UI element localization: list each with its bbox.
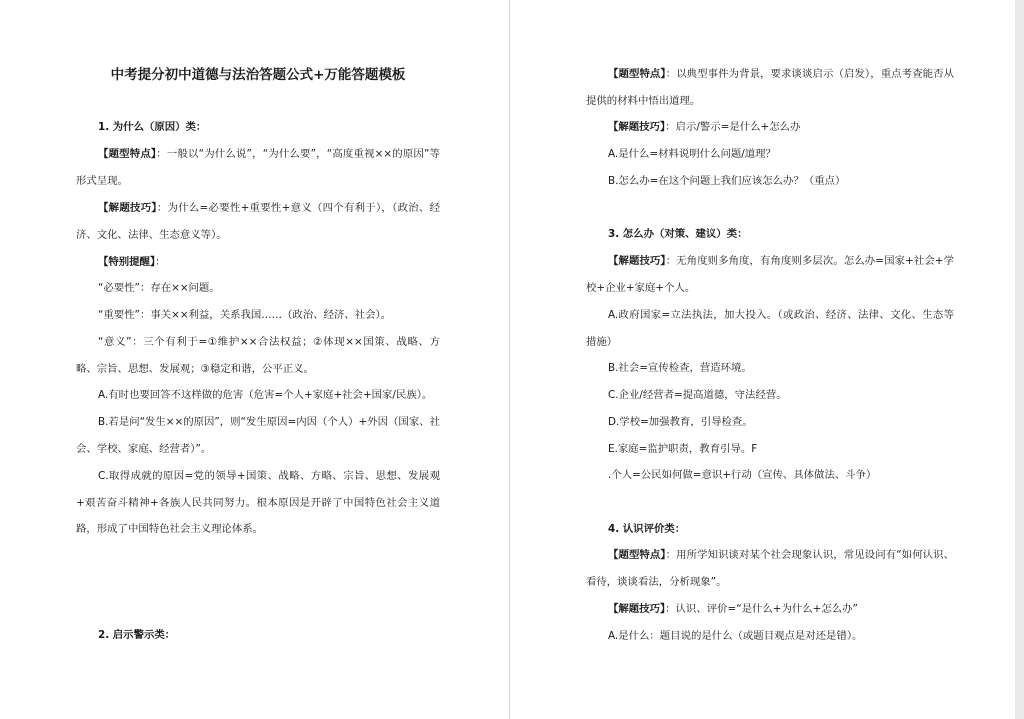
feature-text: ：一般以“为什么说”，“为什么要”，“高度重视××的原因”等形式呈现。 bbox=[76, 148, 440, 187]
section-3-item-b: B.社会=宣传检查，营造环境。 bbox=[608, 362, 752, 374]
tip-label: 【特别提醒】 bbox=[98, 256, 156, 268]
section-2-skill bbox=[586, 114, 954, 141]
section-3-item-e: E.家庭=监护职责，教育引导。F bbox=[608, 443, 758, 455]
skill-text: ：为什么=必要性+重要性+意义（四个有利于），（政治、经济、文化、法律、生态意义等）。 bbox=[76, 202, 440, 241]
document-page-left bbox=[0, 0, 509, 719]
section-4-item-a: A.是什么：题目说的是什么（或题目观点是对还是错）。 bbox=[608, 630, 863, 642]
section-2-item-a: A.是什么=材料说明什么问题/道理？ bbox=[608, 148, 776, 160]
section-4-skill bbox=[586, 596, 954, 623]
document-title: 中考提分初中道德与法治答题公式+万能答题模板 bbox=[110, 67, 406, 83]
vertical-scrollbar[interactable] bbox=[1015, 0, 1024, 719]
section-2-item-b: B.怎么办=在这个问题上我们应该怎么办？（重点） bbox=[608, 175, 846, 187]
tip-colon: ： bbox=[155, 256, 166, 268]
section-3-item-c: C.企业/经营者=提高道德，守法经营。 bbox=[608, 389, 787, 401]
section-1-importance: “重要性”：事关××利益，关系我国……（政治、经济、社会）。 bbox=[98, 309, 392, 321]
section-3-item-f: .个人=公民如何做=意识+行动（宣传、具体做法、斗争） bbox=[608, 469, 877, 481]
skill-text: ：启示/警示=是什么+怎么办 bbox=[665, 121, 801, 133]
section-2-feature bbox=[586, 61, 954, 114]
feature-label: 【题型特点】 bbox=[608, 549, 666, 561]
section-1-item-b: B.若是问“发生××的原因”，则“发生原因=内因（个人）+外因（国家、社会、学校、家庭、经营者）”。 bbox=[76, 416, 440, 455]
skill-label: 【解题技巧】 bbox=[98, 202, 157, 214]
section-1-feature bbox=[76, 141, 440, 194]
document-page-right bbox=[510, 0, 1015, 719]
section-1-item-c: C.取得成就的原因=党的领导+国策、战略、方略、宗旨、思想、发展观+艰苦奋斗精神+各族人民共同努力。根本原因是开辟了中国特色社会主义道路，形成了中国特色社会主义理论体系。 bbox=[76, 470, 440, 536]
section-1-meaning: “意义”：三个有利于=①维护××合法权益；②体现××国策、战略、方略、宗旨、思想、发展观；③稳定和谐，公平正义。 bbox=[76, 336, 440, 375]
section-4-feature bbox=[586, 542, 954, 595]
section-3-heading: 3. 怎么办（对策、建议）类： bbox=[608, 228, 748, 240]
feature-label: 【题型特点】 bbox=[608, 68, 666, 80]
skill-label: 【解题技巧】 bbox=[608, 121, 666, 133]
section-3-skill bbox=[586, 248, 954, 301]
section-3-item-a: A.政府国家=立法执法，加大投入。（或政治、经济、法律、文化、生态等措施） bbox=[586, 309, 954, 348]
skill-text: ：无角度则多角度，有角度则多层次。怎么办=国家+社会+学校+企业+家庭+个人。 bbox=[586, 255, 954, 294]
section-1-necessity: “必要性”：存在××问题。 bbox=[98, 282, 220, 294]
section-1-item-a: A.有时也要回答不这样做的危害（危害=个人+家庭+社会+国家/民族）。 bbox=[98, 389, 433, 401]
section-1-heading: 1. 为什么（原因）类： bbox=[98, 121, 207, 133]
section-2-heading: 2. 启示警示类： bbox=[98, 629, 176, 641]
skill-label: 【解题技巧】 bbox=[608, 255, 666, 267]
feature-label: 【题型特点】 bbox=[98, 148, 157, 160]
section-1-tip bbox=[76, 249, 440, 276]
section-4-heading: 4. 认识评价类： bbox=[608, 523, 686, 535]
feature-text: ：以典型事件为背景，要求谈谈启示（启发），重点考查能否从提供的材料中悟出道理。 bbox=[586, 68, 954, 107]
section-1-skill bbox=[76, 195, 440, 248]
skill-text: ：认识、评价=“是什么+为什么+怎么办” bbox=[665, 603, 858, 615]
feature-text: ：用所学知识谈对某个社会现象认识，常见设问有“如何认识、看待，谈谈看法，分析现象”。 bbox=[586, 549, 954, 588]
skill-label: 【解题技巧】 bbox=[608, 603, 666, 615]
section-3-item-d: D.学校=加强教育，引导检查。 bbox=[608, 416, 753, 428]
